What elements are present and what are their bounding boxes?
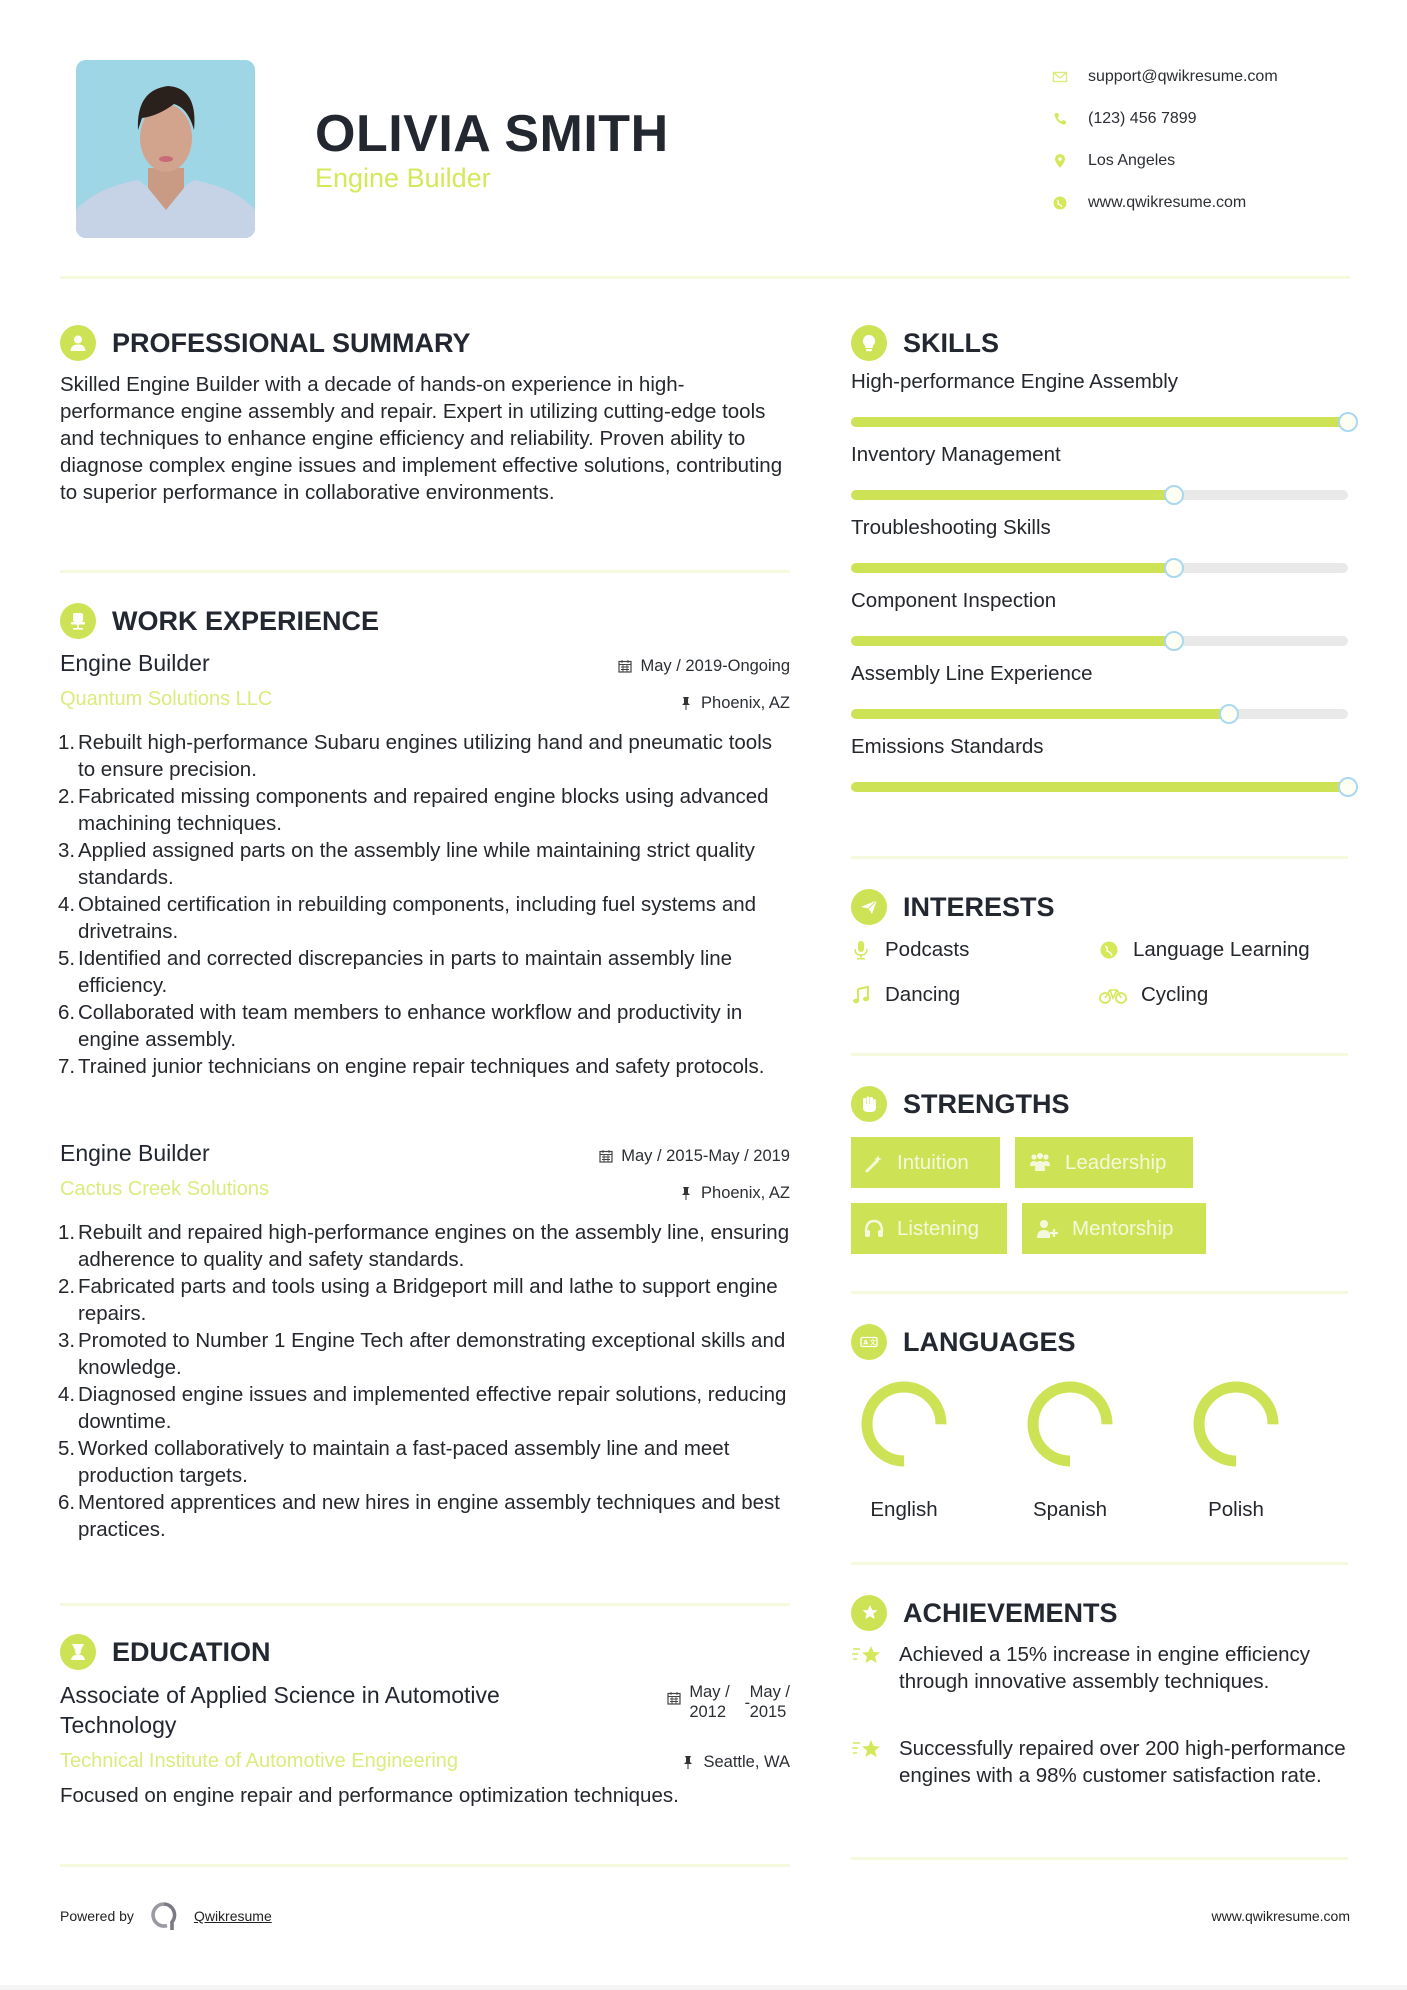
skill-thumb [1164,485,1184,505]
headphones-icon [863,1218,885,1240]
skill-bar [851,490,1348,500]
raised-fist-icon [851,1086,887,1122]
skill-bar [851,782,1348,792]
header-divider [60,276,1350,279]
section-divider [851,1562,1348,1565]
office-chair-icon [60,603,96,639]
interest-label: Cycling [1141,983,1209,1006]
job-bullet: 5. Worked collaboratively to maintain a fast-paced assembly line and meet production targets. [58,1437,730,1487]
section-divider [60,1864,790,1867]
skill-item [851,368,1371,427]
achievement-text: Successfully repaired over 200 high-performance engines with a 98% customer satisfaction rate. [899,1737,1346,1787]
shooting-star-icon [851,1737,883,1765]
strength-badge [851,1203,1007,1254]
job-bullet: 3. Promoted to Number 1 Engine Tech after demonstrating exceptional skills and knowledge. [58,1329,786,1379]
skills-section [851,325,1371,792]
date-separator: - [744,1694,751,1712]
achievement-text: Achieved a 15% increase in engine efficiency through innovative assembly techniques. [899,1643,1311,1693]
interests-section [851,889,1371,925]
job-dates: May / 2019-Ongoing [640,656,790,675]
interest-item [851,938,969,962]
contact-phone-text: (123) 456 7899 [1088,110,1197,127]
skill-thumb [1338,777,1358,797]
education-end-month: May / [749,1683,790,1701]
svg-text:A: A [863,1339,868,1347]
skill-thumb [1164,631,1184,651]
page-bottom-edge [0,1985,1407,1990]
job-bullet: 2. Fabricated parts and tools using a Bridgeport mill and lathe to support engine repairs. [58,1275,778,1325]
contact-website-text: www.qwikresume.com [1088,194,1247,211]
calendar-icon [618,659,632,673]
job-entry [60,1140,790,1543]
profile-photo [76,60,255,238]
job-location: Phoenix, AZ [701,1183,790,1202]
skill-label: Assembly Line Experience [851,662,1093,685]
skill-item [851,514,1371,573]
magic-wand-icon [863,1152,885,1174]
envelope-icon [1050,69,1088,85]
language-progress-ring [1190,1378,1282,1470]
strength-label: Listening [897,1216,980,1240]
education-end-year: 2015 [749,1703,787,1721]
calendar-icon [667,1691,681,1705]
section-divider [851,1291,1348,1294]
candidate-role: Engine Builder [315,163,491,193]
skill-bar [851,563,1348,573]
footer-website[interactable]: www.qwikresume.com [1211,1908,1350,1924]
job-bullet: 1. Rebuilt high-performance Subaru engines utilizing hand and pneumatic tools to ensure precision. [58,731,773,781]
section-divider [851,1857,1348,1860]
qwikresume-logo-icon [148,1900,180,1932]
job-title: Engine Builder [60,650,210,676]
achievements-section [851,1595,1371,1631]
skill-item [851,587,1371,646]
pushpin-icon [679,696,693,710]
skill-thumb [1164,558,1184,578]
skills-title: SKILLS [903,327,1000,358]
section-divider [851,856,1348,859]
education-start-year: 2012 [689,1703,727,1721]
strength-badge [1015,1137,1193,1188]
graduate-icon [60,1634,96,1670]
language-item [1166,1378,1306,1522]
job-entry [60,650,790,1080]
interests-heading [851,889,1371,925]
strength-label: Leadership [1065,1150,1167,1174]
achievement-item [851,1641,1361,1695]
language-item [1000,1378,1140,1522]
language-label: Spanish [1032,1498,1108,1521]
summary-section [60,325,790,506]
skill-thumb [1338,412,1358,432]
music-note-icon [851,985,871,1005]
achievements-title: ACHIEVEMENTS [903,1597,1118,1628]
language-label: English [870,1498,938,1521]
skills-list [851,368,1371,792]
group-icon [1027,1152,1053,1174]
skill-item [851,660,1371,719]
education-location: Seattle, WA [703,1752,790,1771]
strength-label: Intuition [897,1150,969,1174]
skill-item [851,733,1371,792]
language-progress-ring [858,1378,950,1470]
education-dates [667,1682,790,1722]
skill-label: Troubleshooting Skills [851,516,1051,539]
languages-heading [851,1324,1371,1360]
summary-text: Skilled Engine Builder with a decade of hands-on experience in high-performance engine assembly and repair. Expert in utilizing cutting-edge tools and techniques to enhance engine efficiency and reliability. Proven ability to diagnose complex engine issues and implement effective solutions, contributing to superior performance in collaborative environments. [60,373,783,504]
interest-item [1099,938,1310,962]
svg-text:文: 文 [869,1339,876,1347]
contact-email[interactable] [1050,56,1380,98]
calendar-icon [599,1149,613,1163]
strengths-section [851,1086,1371,1122]
contact-email-text: support@qwikresume.com [1088,68,1278,85]
education-title: EDUCATION [112,1636,271,1667]
section-divider [60,1603,790,1606]
qwikresume-link[interactable]: Qwikresume [193,1908,272,1924]
user-icon [60,325,96,361]
strengths-title: STRENGTHS [903,1088,1070,1119]
strength-badge [851,1137,1000,1188]
footer-branding [60,1900,272,1932]
interest-label: Language Learning [1133,938,1310,961]
interest-label: Dancing [885,983,961,1006]
section-divider [851,1053,1348,1056]
strengths-heading [851,1086,1371,1122]
job-bullet: 2. Fabricated missing components and repaired engine blocks using advanced machining techniques. [58,785,769,835]
microphone-icon [851,940,871,960]
interest-item [851,983,960,1007]
language-label: Polish [1208,1498,1264,1521]
job-bullet: 1. Rebuilt and repaired high-performance engines on the assembly line, ensuring adherence to quality and safety standards. [58,1221,790,1271]
contact-list [1050,56,1380,224]
portrait-image [76,60,255,238]
strength-badge [1022,1203,1206,1254]
job-company: Cactus Creek Solutions [60,1178,269,1200]
skill-label: Emissions Standards [851,735,1044,758]
pushpin-icon [681,1755,695,1769]
contact-location-text: Los Angeles [1088,152,1176,169]
job-bullet: 3. Applied assigned parts on the assembly line while maintaining strict quality standards. [58,839,755,889]
interests-title: INTERESTS [903,891,1055,922]
job-title: Engine Builder [60,1140,210,1166]
languages-section [851,1324,1371,1360]
pushpin-icon [679,1186,693,1200]
summary-heading [60,325,790,361]
languages-title: LANGUAGES [903,1326,1076,1357]
interest-item [1099,983,1208,1007]
job-dates: May / 2015-May / 2019 [621,1146,790,1165]
powered-by-text: Powered by [60,1908,134,1924]
achievement-item [851,1735,1361,1789]
bicycle-icon [1099,985,1127,1005]
job-bullet: 7. Trained junior technicians on engine repair techniques and safety protocols. [58,1055,765,1078]
translate-icon [851,1324,887,1360]
interest-label: Podcasts [885,938,970,961]
experience-section [60,603,790,639]
job-bullet: 4. Diagnosed engine issues and implemented effective repair solutions, reducing downtime. [58,1383,787,1433]
globe-icon [1099,940,1119,960]
summary-title: PROFESSIONAL SUMMARY [112,327,471,358]
skill-item [851,441,1371,500]
skill-bar [851,709,1348,719]
phone-icon [1050,111,1088,127]
education-section [60,1634,790,1809]
globe-icon [1050,195,1088,211]
language-progress-ring [1024,1378,1116,1470]
skill-thumb [1219,704,1239,724]
experience-heading [60,603,790,639]
degree-title: Associate of Applied Science in Automotive Technology [60,1682,500,1738]
candidate-name: OLIVIA SMITH [315,105,669,163]
education-start-month: May / [689,1683,730,1701]
experience-title: WORK EXPERIENCE [112,605,380,636]
job-bullet: 4. Obtained certification in rebuilding components, including fuel systems and drivetrains. [58,893,757,943]
shooting-star-icon [851,1643,883,1671]
education-description: Focused on engine repair and performance optimization techniques. [60,1784,679,1807]
user-plus-icon [1034,1218,1060,1240]
job-bullet: 6. Collaborated with team members to enhance workflow and productivity in engine assembly. [58,1001,743,1051]
education-heading [60,1634,790,1670]
school-name: Technical Institute of Automotive Engineering [60,1750,459,1772]
map-pin-icon [1050,153,1088,169]
contact-phone[interactable] [1050,98,1380,140]
job-bullets [60,729,790,1080]
trophy-star-icon [851,1595,887,1631]
section-divider [60,570,790,573]
paper-plane-icon [851,889,887,925]
job-bullets [60,1219,790,1543]
job-company: Quantum Solutions LLC [60,688,273,710]
skill-bar [851,417,1348,427]
contact-location [1050,140,1380,182]
job-bullet: 6. Mentored apprentices and new hires in engine assembly techniques and best practices. [58,1491,780,1541]
job-bullet: 5. Identified and corrected discrepancies in parts to maintain assembly line efficiency. [58,947,733,997]
skill-label: Inventory Management [851,443,1061,466]
skill-bar [851,636,1348,646]
contact-website[interactable] [1050,182,1380,224]
skills-heading [851,325,1371,361]
skill-label: High-performance Engine Assembly [851,370,1179,393]
skill-label: Component Inspection [851,589,1057,612]
strength-label: Mentorship [1072,1216,1174,1240]
lightbulb-icon [851,325,887,361]
job-location: Phoenix, AZ [701,693,790,712]
achievements-heading [851,1595,1371,1631]
language-item [834,1378,974,1522]
